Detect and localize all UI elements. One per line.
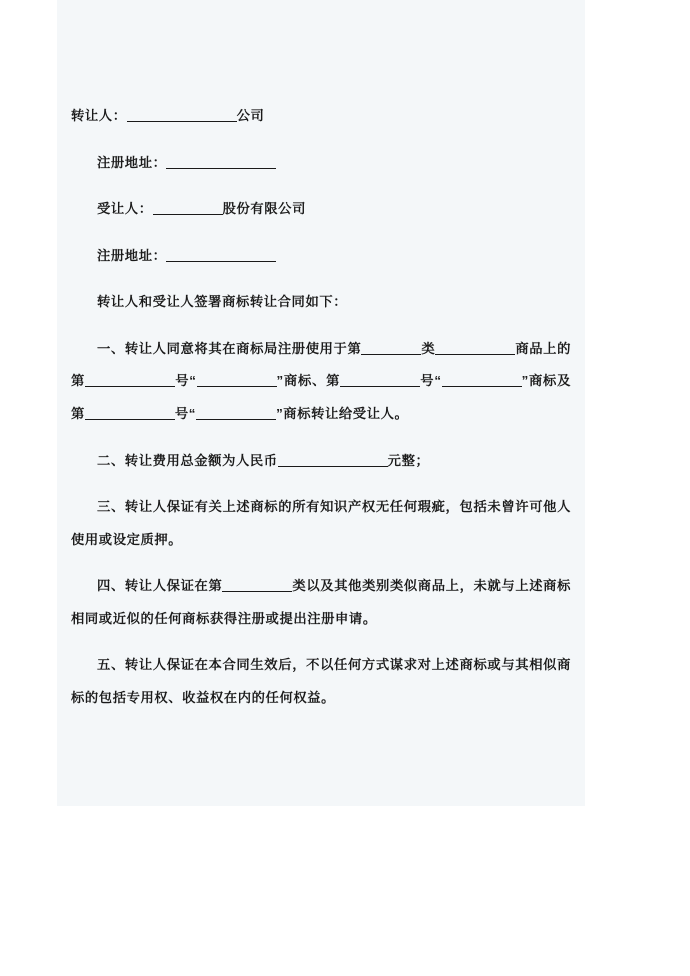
fill-blank[interactable] <box>197 373 277 387</box>
fill-blank[interactable] <box>442 373 522 387</box>
paragraph-transferee-address <box>71 240 571 273</box>
fill-blank[interactable] <box>196 406 276 420</box>
text-run: 公司 <box>236 108 265 123</box>
fill-blank[interactable] <box>127 108 237 122</box>
document-body <box>57 0 585 806</box>
text-run: ”商标转让给受让人。 <box>276 405 409 421</box>
text-run: 四、转让人保证在第 <box>97 578 223 594</box>
paragraph-clause-3 <box>71 491 571 556</box>
fill-blank[interactable] <box>153 201 223 215</box>
paragraph-transferor-line <box>71 100 571 133</box>
text-run: 股份有限公司 <box>222 201 306 217</box>
fill-blank[interactable] <box>361 341 421 355</box>
text-run: ”商标、第 <box>276 373 341 389</box>
paragraph-transferee-line <box>71 193 571 226</box>
text-run: ”商标及第 <box>71 373 571 421</box>
text-run: 类 <box>421 340 436 356</box>
paragraph-clause-4 <box>71 570 571 635</box>
paragraph-clause-2 <box>71 445 571 478</box>
page-footer-margin <box>0 806 690 976</box>
paragraph-clause-5 <box>71 649 571 714</box>
text-run: 号“ <box>175 373 197 389</box>
fill-blank[interactable] <box>278 452 388 466</box>
fill-blank[interactable] <box>85 406 175 420</box>
text-run: 注册地址： <box>97 247 167 263</box>
fill-blank[interactable] <box>435 341 515 355</box>
text-run: 一、转让人同意将其在商标局注册使用于第 <box>97 340 362 356</box>
text-run: 受让人： <box>97 201 153 217</box>
text-run: 号“ <box>174 405 197 421</box>
text-run: 转让人和受让人签署商标转让合同如下： <box>97 294 348 310</box>
text-run: 元整； <box>387 452 430 468</box>
text-run: 商品上的第 <box>71 340 571 389</box>
text-run: 二、转让费用总金额为人民币 <box>97 452 278 468</box>
fill-blank[interactable] <box>340 373 420 387</box>
text-run: 转让人： <box>71 108 127 123</box>
paragraph-transferor-address <box>71 147 571 180</box>
text-run: 号“ <box>420 373 442 389</box>
fill-blank[interactable] <box>85 373 175 387</box>
text-run: 注册地址： <box>97 154 167 170</box>
paragraph-preamble <box>71 286 571 319</box>
text-run: 类以及其他类别类似商品上，未就与上述商标相同或近似的任何商标获得注册或提出注册申请。 <box>71 578 572 626</box>
text-run: 三、转让人保证有关上述商标的所有知识产权无任何瑕疵，包括未曾许可他人使用或设定质押。 <box>71 499 571 547</box>
fill-blank[interactable] <box>222 578 292 592</box>
fill-blank[interactable] <box>166 247 276 261</box>
fill-blank[interactable] <box>166 154 276 168</box>
paragraph-clause-1 <box>71 333 571 431</box>
text-run: 五、转让人保证在本合同生效后，不以任何方式谋求对上述商标或与其相似商标的包括专用权、收益权在内的任何权益。 <box>71 657 571 705</box>
